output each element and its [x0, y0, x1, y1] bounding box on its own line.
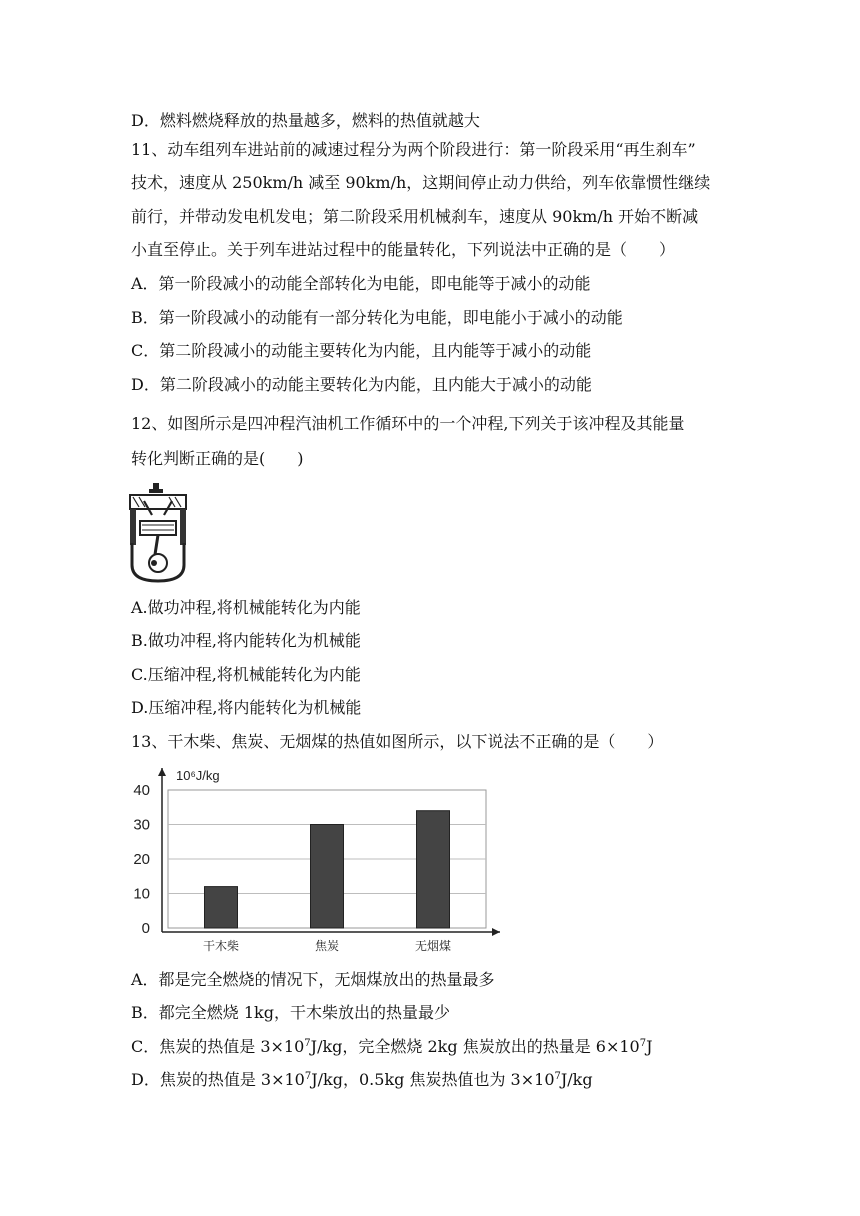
q12-option-a: A.做功冲程,将机械能转化为内能 — [131, 598, 361, 617]
chart-y-tick-label: 20 — [133, 851, 150, 868]
q11-stem-line-2: 技术，速度从 250km/h 减至 90km/h，这期间停止动力供给，列车依靠惯性继续 — [131, 173, 711, 192]
chart-bar — [311, 825, 344, 929]
q13-option-d: D．焦炭的热值是 $3\times 10^7J/kg$，0.5kg 焦炭热值也为 $3\times 10^7J/kg$ — [131, 1070, 593, 1089]
chart-y-tick-label: 0 — [141, 920, 150, 937]
chart-y-tick-label: 10 — [133, 885, 150, 903]
q13-option-a: A．都是完全燃烧的情况下，无烟煤放出的热量最多 — [131, 970, 495, 989]
q12-stem-line-1: 12、如图所示是四冲程汽油机工作循环中的一个冲程,下列关于该冲程及其能量 — [131, 414, 685, 433]
q12-option-b: B.做功冲程,将内能转化为机械能 — [131, 631, 361, 650]
q11-stem-line-4: 小直至停止。关于列车进站过程中的能量转化，下列说法中正确的是（ ） — [131, 240, 676, 259]
chart-x-axis-arrow — [492, 928, 500, 936]
q12-option-d: D.压缩冲程,将内能转化为机械能 — [131, 698, 362, 717]
q11-option-d: D．第二阶段减小的动能主要转化为内能，且内能大于减小的动能 — [131, 375, 592, 394]
chart-x-tick-label: 无烟煤 — [414, 939, 452, 953]
chart-x-tick-label: 焦炭 — [314, 939, 340, 953]
heat-value-bar-chart — [128, 760, 508, 960]
chart-bar — [417, 811, 450, 928]
q13-stem: 13、干木柴、焦炭、无烟煤的热值如图所示，以下说法不正确的是（ ） — [131, 732, 664, 751]
chart-x-tick-label: 干木柴 — [202, 939, 240, 953]
q10-option-d: D．燃料燃烧释放的热量越多，燃料的热值就越大 — [131, 111, 480, 130]
q11-stem-line-1: 11、动车组列车进站前的减速过程分为两个阶段进行：第一阶段采用“再生刹车” — [131, 140, 696, 159]
engine-diagram — [128, 481, 188, 583]
q13-option-c: C．焦炭的热值是 $3\times 10^7J/kg$，完全燃烧 2kg 焦炭放出的热量是 $6\times 10^7J$ — [131, 1037, 653, 1056]
chart-bar — [205, 887, 238, 928]
q11-option-b: B．第一阶段减小的动能有一部分转化为电能，即电能小于减小的动能 — [131, 308, 623, 327]
chart-y-tick-label: 30 — [133, 816, 150, 834]
chart-y-axis-arrow — [158, 768, 166, 776]
q11-stem-line-3: 前行，并带动发电机发电；第二阶段采用机械刹车，速度从 90km/h 开始不断减 — [131, 207, 699, 226]
q12-stem-line-2: 转化判断正确的是( ) — [131, 449, 304, 468]
chart-y-tick-label: 40 — [133, 782, 150, 799]
q11-option-a: A．第一阶段减小的动能全部转化为电能，即电能等于减小的动能 — [131, 274, 591, 293]
q11-option-c: C．第二阶段减小的动能主要转化为内能，且内能等于减小的动能 — [131, 341, 592, 360]
q13-option-b: B．都完全燃烧 1kg，干木柴放出的热量最少 — [131, 1003, 450, 1022]
chart-unit-label: 10⁶J/kg — [176, 768, 220, 783]
q12-option-c: C.压缩冲程,将机械能转化为内能 — [131, 665, 361, 684]
